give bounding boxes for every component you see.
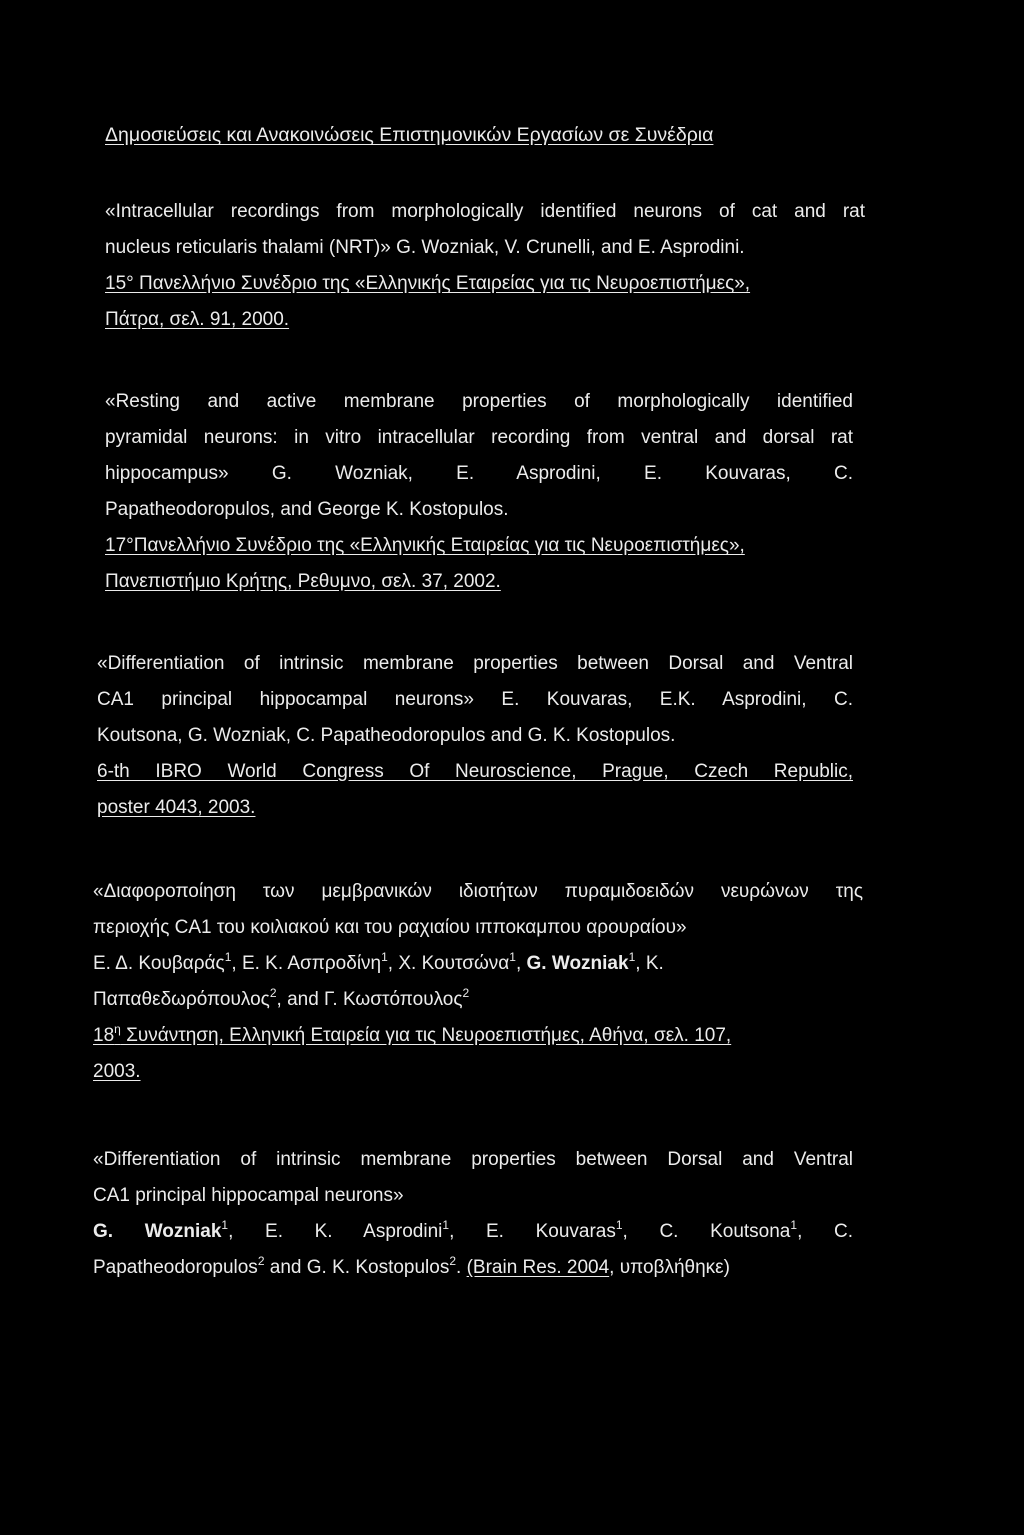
entry-2-line-1: «Resting and active membrane properties of morphologically identified: [105, 391, 853, 412]
publication-entry-3: [97, 646, 853, 826]
entry-3-line-2: CA1 principal hippocampal neurons» E. Kouvaras, E.K. Asprodini, C.: [97, 689, 853, 710]
entry-3-venue-line-2: poster 4043, 2003.: [97, 797, 256, 818]
entry-2-venue-line-2: Πανεπιστήμιο Κρήτης, Ρεθυμνο, σελ. 37, 2002.: [105, 571, 501, 592]
entry-4-venue-line-1: $18^\eta$ Συνάντηση, Ελληνική Εταιρεία για τις Νευροεπιστήμες, Αθήνα, σελ. 107,: [93, 1021, 732, 1046]
publication-entry-4: [93, 874, 863, 1090]
entry-4-line-1: «Διαφοροποίηση των μεμβρανικών ιδιοτήτων πυραμιδοειδών νευρώνων της: [93, 881, 863, 902]
entry-5-authors-line-2: Papatheodoropulos$^2$ and G. K. Kostopulos$^2$. (Brain Res. 2004, υποβλήθηκε): [93, 1253, 730, 1278]
entry-4-line-2: περιοχής CA1 του κοιλιακού και του ραχιαίου ιπποκαμπου αρουραίου»: [93, 917, 687, 938]
entry-2-line-2: pyramidal neurons: in vitro intracellular recording from ventral and dorsal rat: [105, 427, 853, 448]
entry-2-line-3: hippocampus» G. Wozniak, E. Asprodini, E. Kouvaras, C.: [105, 463, 853, 484]
section-heading: Δημοσιεύσεις και Ανακοινώσεις Επιστημονικών Εργασίων σε Συνέδρια: [105, 124, 714, 146]
entry-1-line-1: «Intracellular recordings from morphologically identified neurons of cat and rat: [105, 201, 865, 222]
entry-5-line-2: CA1 principal hippocampal neurons»: [93, 1185, 404, 1206]
entry-3-line-1: «Differentiation of intrinsic membrane properties between Dorsal and Ventral: [97, 653, 853, 674]
entry-1-venue-line-1: 15° Πανελλήνιο Συνέδριο της «Ελληνικής Εταιρείας για τις Νευροεπιστήμες»,: [105, 273, 751, 294]
entry-1-venue-line-2: Πάτρα, σελ. 91, 2000.: [105, 309, 290, 330]
publication-entry-2: [105, 384, 853, 600]
entry-3-venue-line-1: 6-th IBRO World Congress Of Neuroscience, Prague, Czech Republic,: [97, 761, 853, 782]
entry-4-authors-line-1: Ε. Δ. Κουβαράς$^1$, Ε. Κ. Ασπροδίνη$^1$, Χ. Κουτσώνα$^1$, G. Wozniak$^1$, Κ.: [93, 949, 664, 974]
publication-entry-5: [93, 1142, 853, 1286]
entry-3-line-3: Koutsona, G. Wozniak, C. Papatheodoropulos and G. K. Kostopulos.: [97, 725, 676, 746]
entry-4-authors-line-2: Παπαθεδωρόπουλος$^2$, and Γ. Κωστόπουλος$^2$: [93, 985, 470, 1010]
entry-5-authors-line-1: G. Wozniak$^1$, E. K. Asprodini$^1$, E. Kouvaras$^1$, C. Koutsona$^1$, C.: [93, 1217, 853, 1242]
entry-1-line-2: nucleus reticularis thalami (NRT)» G. Wozniak, V. Crunelli, and E. Asprodini.: [105, 237, 745, 258]
entry-5-line-1: «Differentiation of intrinsic membrane properties between Dorsal and Ventral: [93, 1149, 853, 1170]
entry-2-venue-line-1: 17°Πανελλήνιο Συνέδριο της «Ελληνικής Εταιρείας για τις Νευροεπιστήμες»,: [105, 535, 745, 556]
journal-reference: (Brain Res. 2004: [466, 1257, 610, 1278]
entry-2-line-4: Papatheodoropulos, and George K. Kostopulos.: [105, 499, 509, 520]
publication-entry-1: [105, 194, 865, 338]
entry-4-venue-line-2: 2003.: [93, 1061, 141, 1082]
